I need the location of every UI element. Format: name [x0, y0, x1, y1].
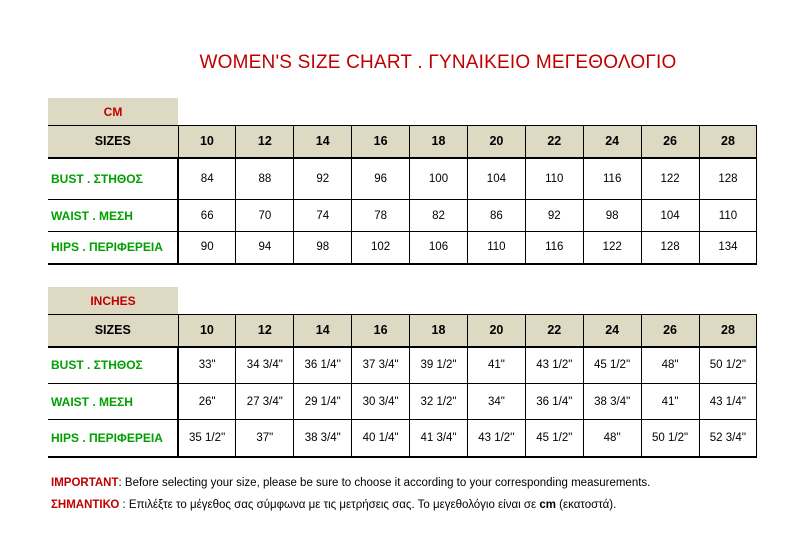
cm-size-header: 14: [294, 126, 352, 158]
table-cell: 41 3/4": [410, 420, 468, 457]
important-label: IMPORTANT: [51, 477, 119, 489]
table-cell: 74: [294, 200, 352, 232]
table-cell: 110: [699, 200, 757, 232]
cm-size-header: 24: [583, 126, 641, 158]
inches-size-header: 26: [641, 315, 699, 347]
inches-size-header: 28: [699, 315, 757, 347]
table-cell: 36 1/4'': [294, 347, 352, 384]
table-cell: 94: [236, 232, 294, 264]
table-cell: 110: [525, 158, 583, 200]
table-cell: 92: [294, 158, 352, 200]
table-cell: 98: [583, 200, 641, 232]
table-cell: 41": [641, 384, 699, 420]
table-cell: 36 1/4": [525, 384, 583, 420]
cm-size-header: 10: [178, 126, 236, 158]
important-label-gr: ΣΗΜΑΝΤΙΚΟ: [51, 499, 120, 511]
cm-size-header: 18: [410, 126, 468, 158]
table-cell: 37 3/4": [352, 347, 410, 384]
table-cell: 30 3/4": [352, 384, 410, 420]
row-label: WAIST . ΜΕΣΗ: [48, 384, 178, 420]
table-cell: 86: [467, 200, 525, 232]
table-cell: 41": [467, 347, 525, 384]
table-cell: 52 3/4'': [699, 420, 757, 457]
table-cell: 110: [467, 232, 525, 264]
table-cell: 43 1/4'': [699, 384, 757, 420]
table-cell: 29 1/4": [294, 384, 352, 420]
table-cell: 116: [525, 232, 583, 264]
chart-title: WOMEN'S SIZE CHART . ΓΥΝΑΙΚΕΙΟ ΜΕΓΕΘΟΛΟΓΙΟ: [199, 52, 677, 73]
unit-cm: cm: [539, 499, 556, 511]
row-label: WAIST . ΜΕΣΗ: [48, 200, 178, 232]
table-cell: 82: [410, 200, 468, 232]
row-label: BUST . ΣΤΗΘΟΣ: [48, 158, 178, 200]
table-cell: 45 1/2'': [583, 347, 641, 384]
table-cell: 34": [467, 384, 525, 420]
row-label: HIPS . ΠΕΡΙΦΕΡΕΙΑ: [48, 232, 178, 264]
cm-size-header: 26: [641, 126, 699, 158]
table-cell: 39 1/2": [410, 347, 468, 384]
table-cell: 116: [583, 158, 641, 200]
table-cell: 122: [641, 158, 699, 200]
inches-size-header: 20: [467, 315, 525, 347]
table-cell: 78: [352, 200, 410, 232]
inches-bust-row: [48, 347, 757, 384]
table-cell: 66: [178, 200, 236, 232]
table-cell: 50 1/2": [641, 420, 699, 457]
table-cell: 134: [699, 232, 757, 264]
table-cell: 100: [410, 158, 468, 200]
table-cell: 27 3/4": [236, 384, 294, 420]
table-cell: 26": [178, 384, 236, 420]
inches-size-table: [48, 314, 757, 458]
table-cell: 40 1/4": [352, 420, 410, 457]
table-cell: 48'': [583, 420, 641, 457]
table-cell: 38 3/4": [583, 384, 641, 420]
table-cell: 98: [294, 232, 352, 264]
table-cell: 32 1/2": [410, 384, 468, 420]
table-cell: 106: [410, 232, 468, 264]
table-cell: 35 1/2'': [178, 420, 236, 457]
inches-sizes-header: SIZES: [48, 315, 178, 347]
inches-size-header: 12: [236, 315, 294, 347]
inches-size-header: 24: [583, 315, 641, 347]
important-text-gr: : Επιλέξτε το μέγεθος σας σύμφωνα με τις μετρήσεις σας. Το μεγεθολόγιο είναι σε: [119, 499, 540, 511]
cm-sizes-header: SIZES: [48, 126, 178, 158]
table-cell: 37": [236, 420, 294, 457]
cm-size-header: 12: [236, 126, 294, 158]
table-cell: 43 1/2": [525, 347, 583, 384]
cm-waist-row: [48, 200, 757, 232]
table-cell: 88: [236, 158, 294, 200]
important-text: : Before selecting your size, please be sure to choose it according to your corresponding measurements.: [118, 477, 651, 489]
cm-unit-label: CM: [48, 98, 178, 125]
row-label: HIPS . ΠΕΡΙΦΕΡΕΙΑ: [48, 420, 178, 457]
table-cell: 45 1/2": [525, 420, 583, 457]
table-cell: 128: [641, 232, 699, 264]
table-cell: 38 3/4": [294, 420, 352, 457]
table-cell: 34 3/4": [236, 347, 294, 384]
table-cell: 128: [699, 158, 757, 200]
important-text-gr-end: (εκατοστά).: [555, 499, 617, 511]
table-cell: 90: [178, 232, 236, 264]
important-note-gr: [51, 499, 616, 511]
cm-size-header: 28: [699, 126, 757, 158]
inches-size-header: 16: [352, 315, 410, 347]
cm-size-table: [48, 125, 757, 265]
table-cell: 102: [352, 232, 410, 264]
table-cell: 48": [641, 347, 699, 384]
table-cell: 96: [352, 158, 410, 200]
table-cell: 43 1/2'': [467, 420, 525, 457]
inches-header-row: [48, 315, 757, 347]
inches-size-header: 10: [178, 315, 236, 347]
cm-bust-row: [48, 158, 757, 200]
table-cell: 84: [178, 158, 236, 200]
inches-waist-row: [48, 384, 757, 420]
table-cell: 104: [467, 158, 525, 200]
inches-unit-label: INCHES: [48, 287, 178, 314]
inches-size-header: 22: [525, 315, 583, 347]
table-cell: 33": [178, 347, 236, 384]
cm-hips-row: [48, 232, 757, 264]
inches-size-header: 18: [410, 315, 468, 347]
cm-size-header: 20: [467, 126, 525, 158]
inches-size-header: 14: [294, 315, 352, 347]
table-cell: 122: [583, 232, 641, 264]
row-label: BUST . ΣΤΗΘΟΣ: [48, 347, 178, 384]
cm-size-header: 22: [525, 126, 583, 158]
table-cell: 70: [236, 200, 294, 232]
cm-size-header: 16: [352, 126, 410, 158]
table-cell: 104: [641, 200, 699, 232]
important-note-en: [51, 477, 650, 489]
table-cell: 50 1/2'': [699, 347, 757, 384]
inches-hips-row: [48, 420, 757, 457]
cm-header-row: [48, 126, 757, 158]
table-cell: 92: [525, 200, 583, 232]
